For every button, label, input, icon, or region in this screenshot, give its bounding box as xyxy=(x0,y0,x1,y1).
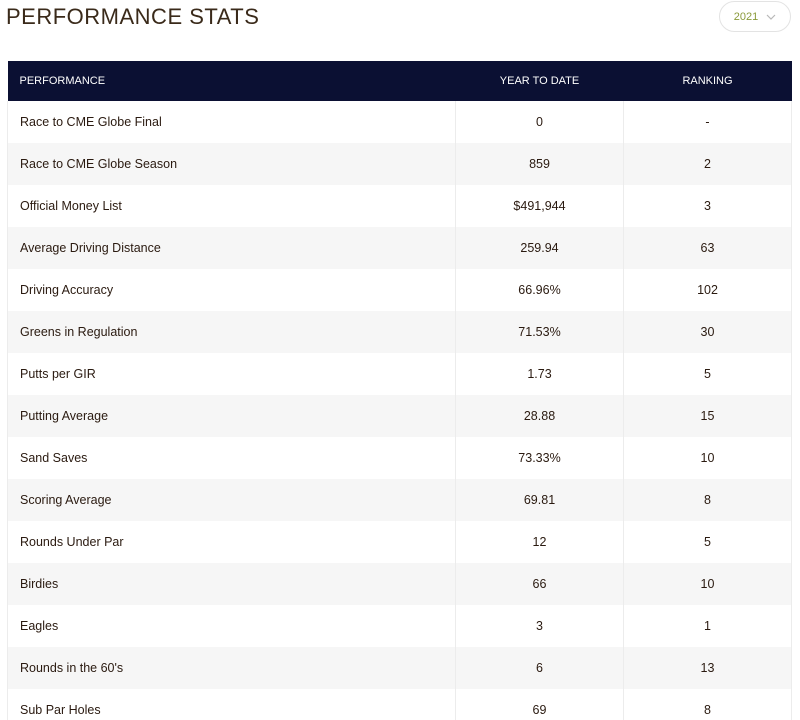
year-to-date-cell: 66 xyxy=(456,563,624,605)
year-to-date-cell: 69.81 xyxy=(456,479,624,521)
ranking-cell: 15 xyxy=(624,395,792,437)
ranking-cell: 8 xyxy=(624,479,792,521)
ranking-cell: 8 xyxy=(624,689,792,720)
table-row xyxy=(8,563,792,605)
table-row xyxy=(8,437,792,479)
column-header-performance: PERFORMANCE xyxy=(8,61,456,101)
page-header xyxy=(0,0,800,60)
performance-cell: Greens in Regulation xyxy=(8,311,456,353)
ranking-cell: 13 xyxy=(624,647,792,689)
column-header-year-to-date: YEAR TO DATE xyxy=(456,61,624,101)
year-to-date-cell: 259.94 xyxy=(456,227,624,269)
table-row xyxy=(8,353,792,395)
table-row xyxy=(8,605,792,647)
performance-cell: Sub Par Holes xyxy=(8,689,456,720)
year-to-date-cell: 1.73 xyxy=(456,353,624,395)
ranking-cell: - xyxy=(624,101,792,143)
table-row xyxy=(8,101,792,143)
table-row xyxy=(8,227,792,269)
year-to-date-cell: 859 xyxy=(456,143,624,185)
ranking-cell: 102 xyxy=(624,269,792,311)
table-row xyxy=(8,395,792,437)
performance-cell: Race to CME Globe Season xyxy=(8,143,456,185)
year-to-date-cell: 6 xyxy=(456,647,624,689)
ranking-cell: 3 xyxy=(624,185,792,227)
year-to-date-cell: 3 xyxy=(456,605,624,647)
table-row xyxy=(8,479,792,521)
performance-cell: Race to CME Globe Final xyxy=(8,101,456,143)
year-to-date-cell: 66.96% xyxy=(456,269,624,311)
year-to-date-cell: 71.53% xyxy=(456,311,624,353)
year-to-date-cell: 0 xyxy=(456,101,624,143)
ranking-cell: 30 xyxy=(624,311,792,353)
ranking-cell: 5 xyxy=(624,521,792,563)
year-select[interactable] xyxy=(719,1,791,32)
table-row xyxy=(8,647,792,689)
table-row xyxy=(8,521,792,563)
performance-cell: Sand Saves xyxy=(8,437,456,479)
ranking-cell: 10 xyxy=(624,563,792,605)
performance-cell: Scoring Average xyxy=(8,479,456,521)
performance-cell: Official Money List xyxy=(8,185,456,227)
performance-cell: Putting Average xyxy=(8,395,456,437)
performance-cell: Rounds in the 60's xyxy=(8,647,456,689)
ranking-cell: 2 xyxy=(624,143,792,185)
performance-cell: Eagles xyxy=(8,605,456,647)
performance-cell: Rounds Under Par xyxy=(8,521,456,563)
table-header-row xyxy=(8,61,792,101)
ranking-cell: 1 xyxy=(624,605,792,647)
year-to-date-cell: 73.33% xyxy=(456,437,624,479)
performance-cell: Putts per GIR xyxy=(8,353,456,395)
page-title: PERFORMANCE STATS xyxy=(6,4,260,29)
ranking-cell: 63 xyxy=(624,227,792,269)
ranking-cell: 10 xyxy=(624,437,792,479)
year-select-value: 2021 xyxy=(733,10,759,23)
ranking-cell: 5 xyxy=(624,353,792,395)
table-row xyxy=(8,143,792,185)
year-to-date-cell: 69 xyxy=(456,689,624,720)
column-header-ranking: RANKING xyxy=(624,61,792,101)
table-row xyxy=(8,311,792,353)
performance-stats-table xyxy=(7,61,792,720)
table-row xyxy=(8,269,792,311)
chevron-down-icon xyxy=(766,12,776,22)
performance-cell: Average Driving Distance xyxy=(8,227,456,269)
year-to-date-cell: 28.88 xyxy=(456,395,624,437)
table-row xyxy=(8,689,792,720)
year-to-date-cell: $491,944 xyxy=(456,185,624,227)
performance-cell: Birdies xyxy=(8,563,456,605)
performance-cell: Driving Accuracy xyxy=(8,269,456,311)
table-row xyxy=(8,185,792,227)
year-to-date-cell: 12 xyxy=(456,521,624,563)
